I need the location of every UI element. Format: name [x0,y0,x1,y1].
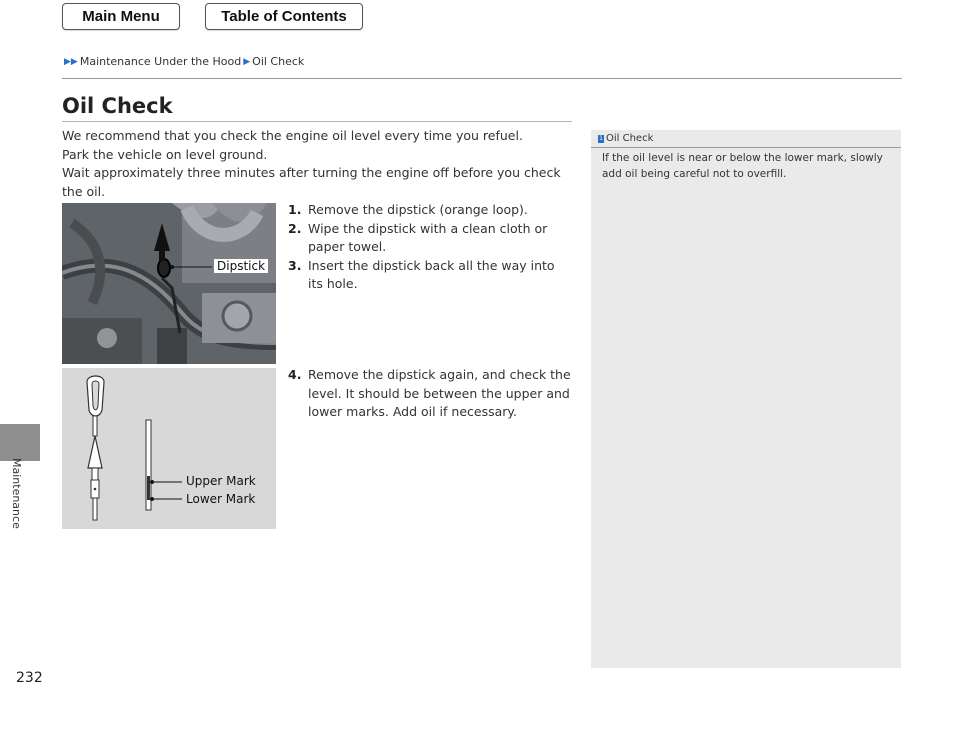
breadcrumb-arrow-icon: ▶▶ [64,56,78,67]
page-title: Oil Check [62,94,173,118]
sidebar-note-title: Oil Check [606,133,654,144]
page-number: 232 [16,670,43,686]
breadcrumb-arrow-icon: ▶ [243,56,251,67]
main-menu-button[interactable]: Main Menu [62,3,180,30]
list-item [288,201,573,220]
dipstick-image [62,368,276,529]
step-text: Wipe the dipstick with a clean cloth or paper towel. [308,220,548,254]
sidebar-note-header [598,133,653,144]
list-item [288,366,573,422]
breadcrumb [64,55,304,68]
sidebar-note-text: If the oil level is near or below the lower mark, slowly add oil being careful not to overfill. [602,152,883,180]
intro-line: Park the vehicle on level ground. [62,146,268,162]
table-of-contents-button[interactable]: Table of Contents [205,3,363,30]
step-text: Remove the dipstick (orange loop). [308,202,528,217]
header-divider [62,78,902,79]
breadcrumb-item-maintenance-under-hood[interactable]: Maintenance Under the Hood [79,55,242,68]
step-text: Remove the dipstick again, and check the level. It should be between the upper and lower marks. Add oil if necessary. [308,367,571,419]
breadcrumb-item-oil-check[interactable]: Oil Check [252,55,305,68]
chapter-tab [0,424,40,461]
step-number: 4. [288,367,302,382]
step-text: Insert the dipstick back all the way into its hole. [308,257,555,291]
engine-bay-image [62,203,276,364]
intro-text [62,127,577,201]
list-item [288,257,573,294]
engine-bay-illustration [62,203,276,364]
note-reference-icon: 1 [599,134,603,142]
chapter-label: Maintenance [10,458,23,529]
sidebar-note [591,130,901,668]
intro-line: We recommend that you check the engine oil level every time you refuel. [62,128,523,143]
step-number: 1. [288,202,302,217]
upper-mark-label: Upper Mark [186,474,256,488]
step-number: 2. [288,220,302,236]
list-item [288,220,573,257]
step-number: 3. [288,257,302,273]
steps-list [288,201,573,294]
dipstick-callout: Dipstick [214,259,268,273]
intro-line: Wait approximately three minutes after turning the engine off before you check the oil. [62,165,561,199]
title-divider [62,121,572,122]
lower-mark-label: Lower Mark [186,492,256,506]
sidebar-note-divider [591,147,901,148]
steps-list [288,366,573,422]
